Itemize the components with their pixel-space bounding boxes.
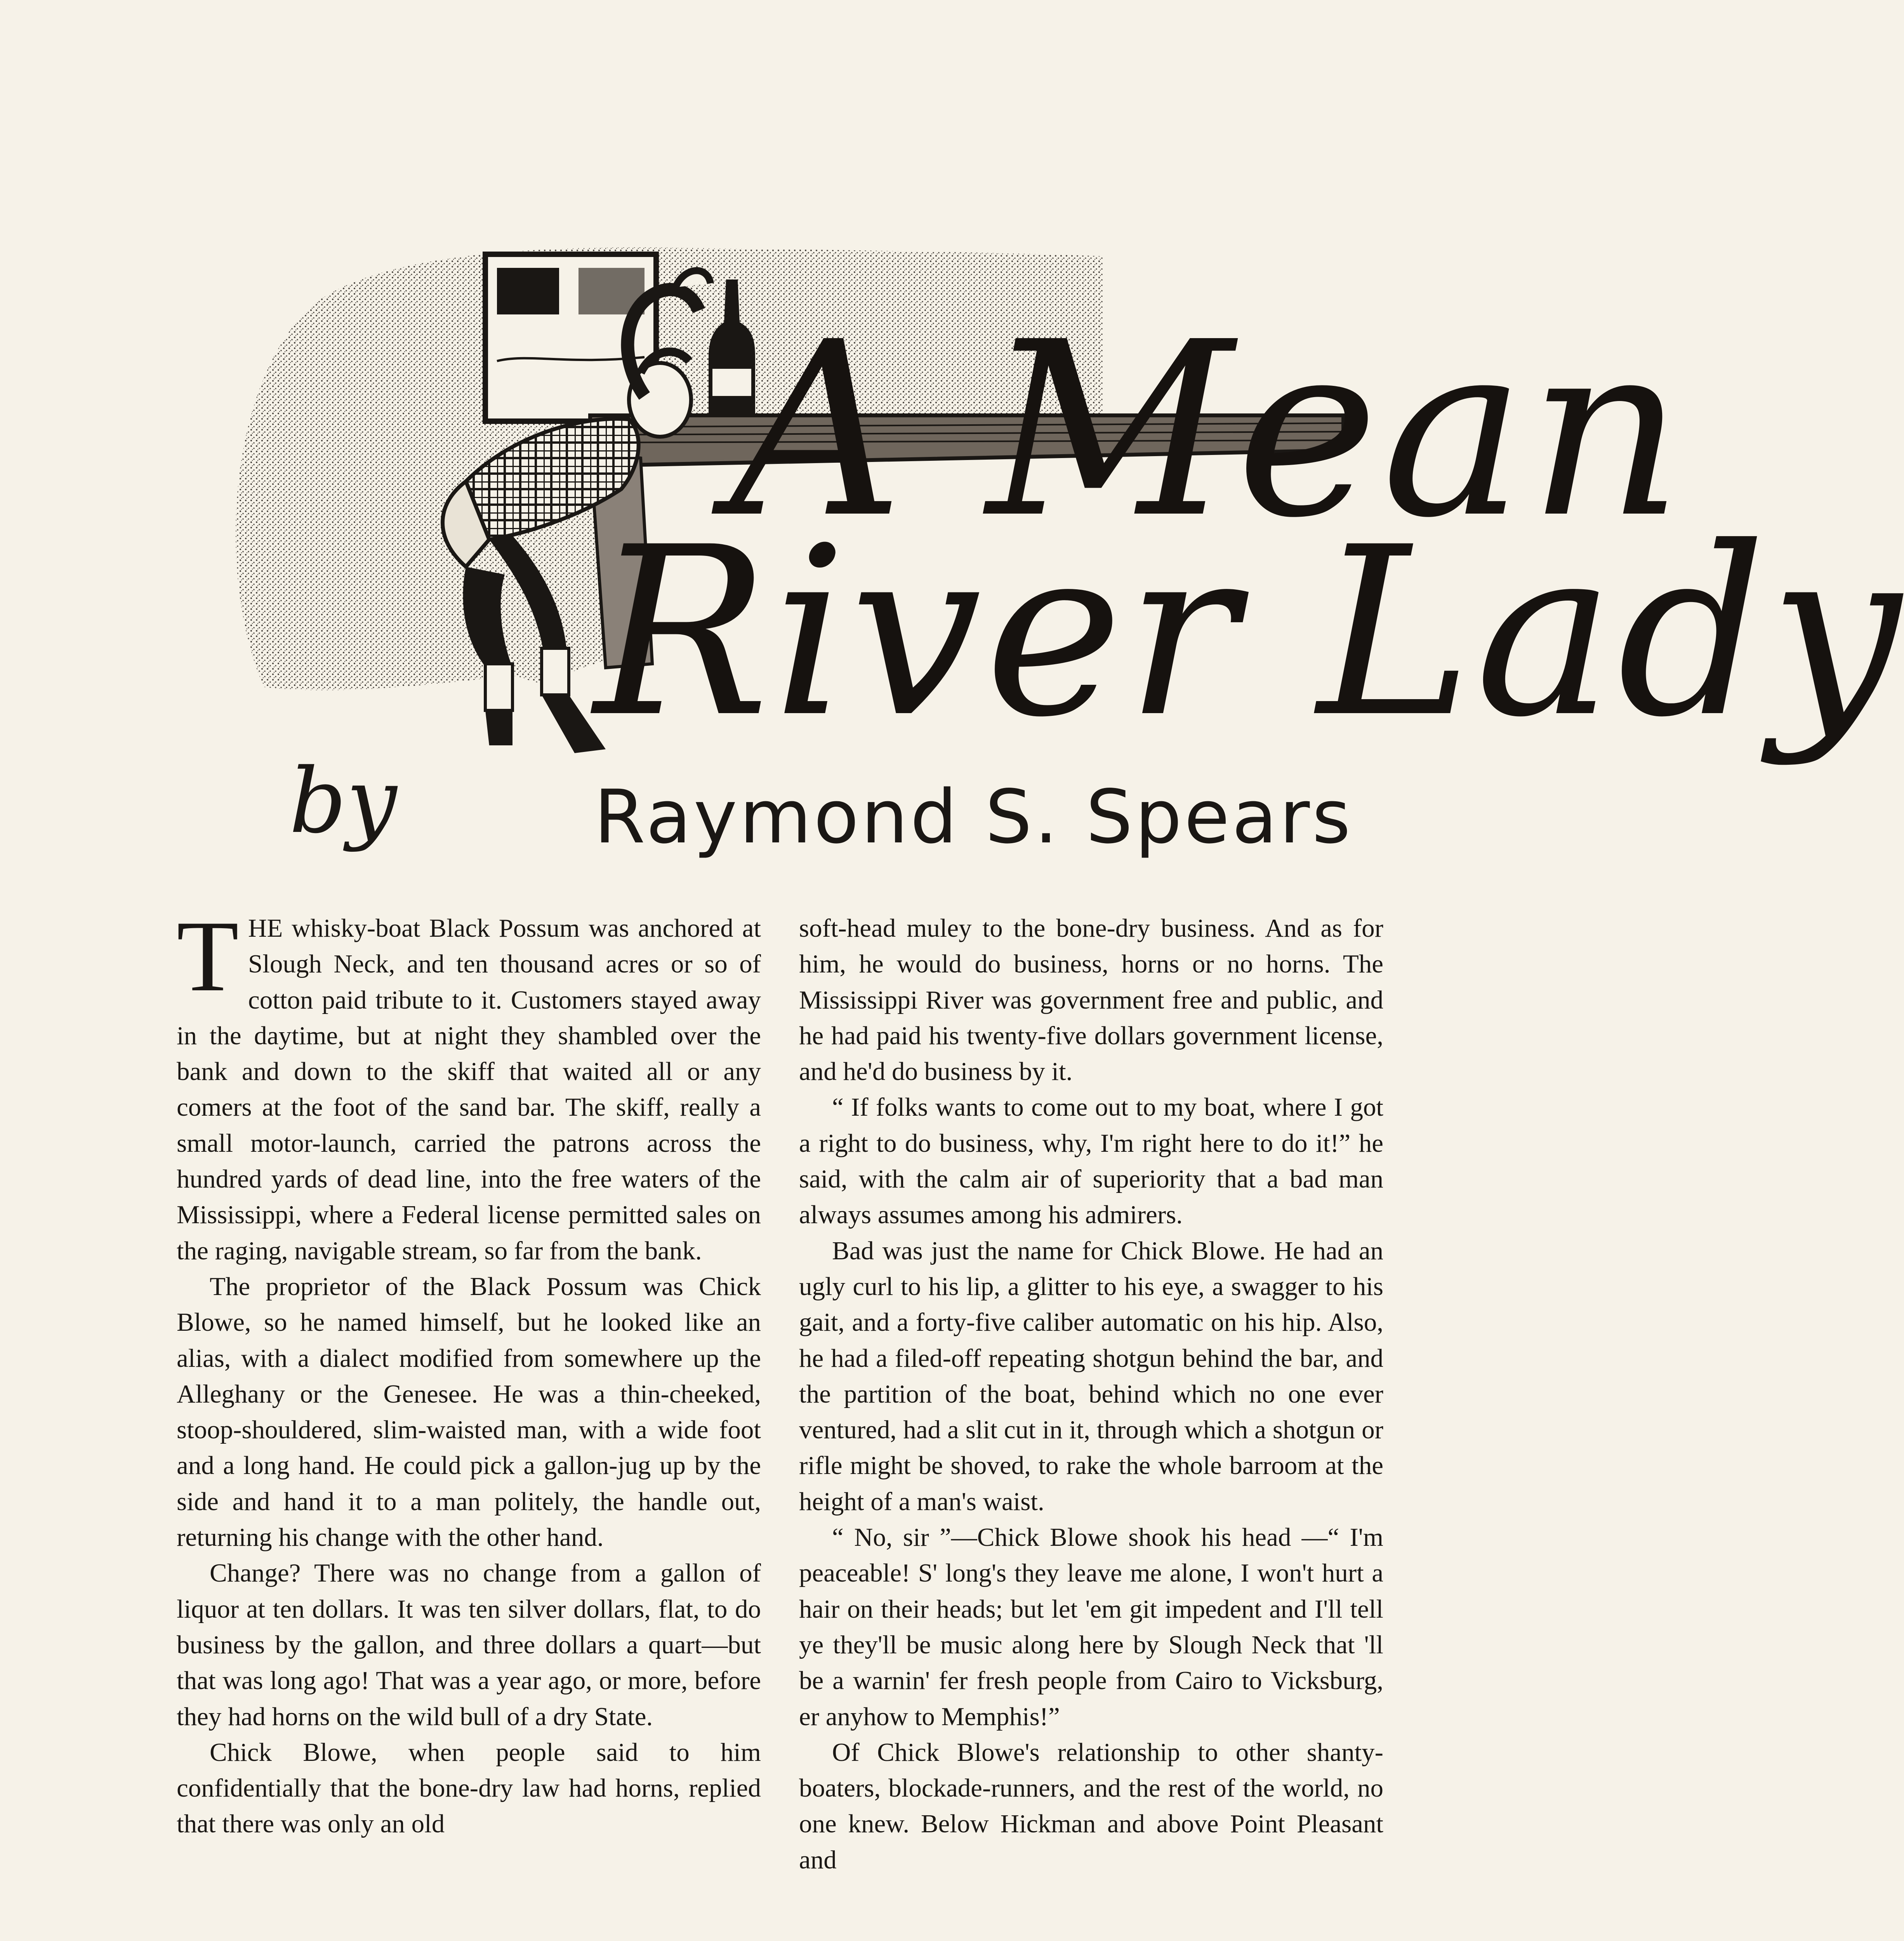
text-column-left bbox=[177, 900, 761, 1842]
title-line-2: River Lady bbox=[594, 497, 1904, 768]
paragraph: “ No, sir ”—Chick Blowe shook his head —“ I'm peaceable! S' long's they leave me alone, I won't hurt a hair on their heads; but let 'em git impedent and I'll tell ye they'll be music along here by Slough Neck that 'll be a warnin' fer fresh people from Cairo to Vicksburg, er anyhow to Memphis!” bbox=[799, 1523, 1383, 1731]
paragraph: Change? There was no change from a gallon of liquor at ten dollars. It was ten silver dollars, flat, to do business by the gallon, and three dollars a quart—but that was long ago! That was a year ago, or more, before they had horns on the wild bull of a dry State. bbox=[177, 1559, 761, 1731]
title-line-1: A Mean bbox=[730, 291, 1687, 571]
paragraph: Chick Blowe, when people said to him confidentially that the bone-dry law had horns, replied that there was only an old bbox=[177, 1738, 761, 1839]
byline-by: by bbox=[289, 750, 397, 853]
text-column-right bbox=[799, 910, 1383, 1878]
paragraph bbox=[177, 900, 761, 1269]
paragraph: “ If folks wants to come out to my boat, where I got a right to do business, why, I'm right here to do it!” he said, with the calm air of superiority that a bad man always assumes among his admirers. bbox=[799, 1093, 1383, 1229]
paragraph: Bad was just the name for Chick Blowe. He had an ugly curl to his lip, a glitter to his eye, a swagger to his gait, and a forty-five caliber automatic on his hip. Also, he had a filed-off repeating shotgun behind the bar, and the partition of the boat, behind which no one ever ventured, had a slit cut in it, through which a shotgun or rifle might be shoved, to rake the whole barroom at the height of a man's waist. bbox=[799, 1236, 1383, 1516]
paragraph-text: HE whisky-boat Black Possum was anchored at Slough Neck, and ten thousand acres or so of cotton paid tribute to it. Customers stayed away in the daytime, but at night they shambled over the bank and down to the skiff that waited all or any comers at the foot of the sand bar. The skiff, really a small motor-launch, carried the patrons across the hundred yards of dead line, into the free waters of the Mississippi, where a Federal license permitted sales on the raging, navigable stream, so far from the bank. bbox=[177, 914, 761, 1265]
paragraph: Of Chick Blowe's relationship to other shanty-boaters, blockade-runners, and the rest of the world, no one knew. Below Hickman and above Point Pleasant and bbox=[799, 1738, 1383, 1874]
drop-cap: T bbox=[177, 900, 239, 1012]
author-name: Raymond S. Spears bbox=[594, 774, 1353, 860]
paragraph: The proprietor of the Black Possum was Chick Blowe, so he named himself, but he looked like an alias, with a dialect modified from somewhere up the Alleghany or the Genesee. He was a thin-cheeked, stoop-shouldered, slim-waisted man, with a wide foot and a long hand. He could pick a gallon-jug up by the side and hand it to a man politely, the handle out, returning his change with the other hand. bbox=[177, 1272, 761, 1552]
paragraph: soft-head muley to the bone-dry business. And as for him, he would do business, horns or no horns. The Mississippi River was government free and public, and he had paid his twenty-five dollars government license, and he'd do business by it. bbox=[799, 914, 1383, 1086]
